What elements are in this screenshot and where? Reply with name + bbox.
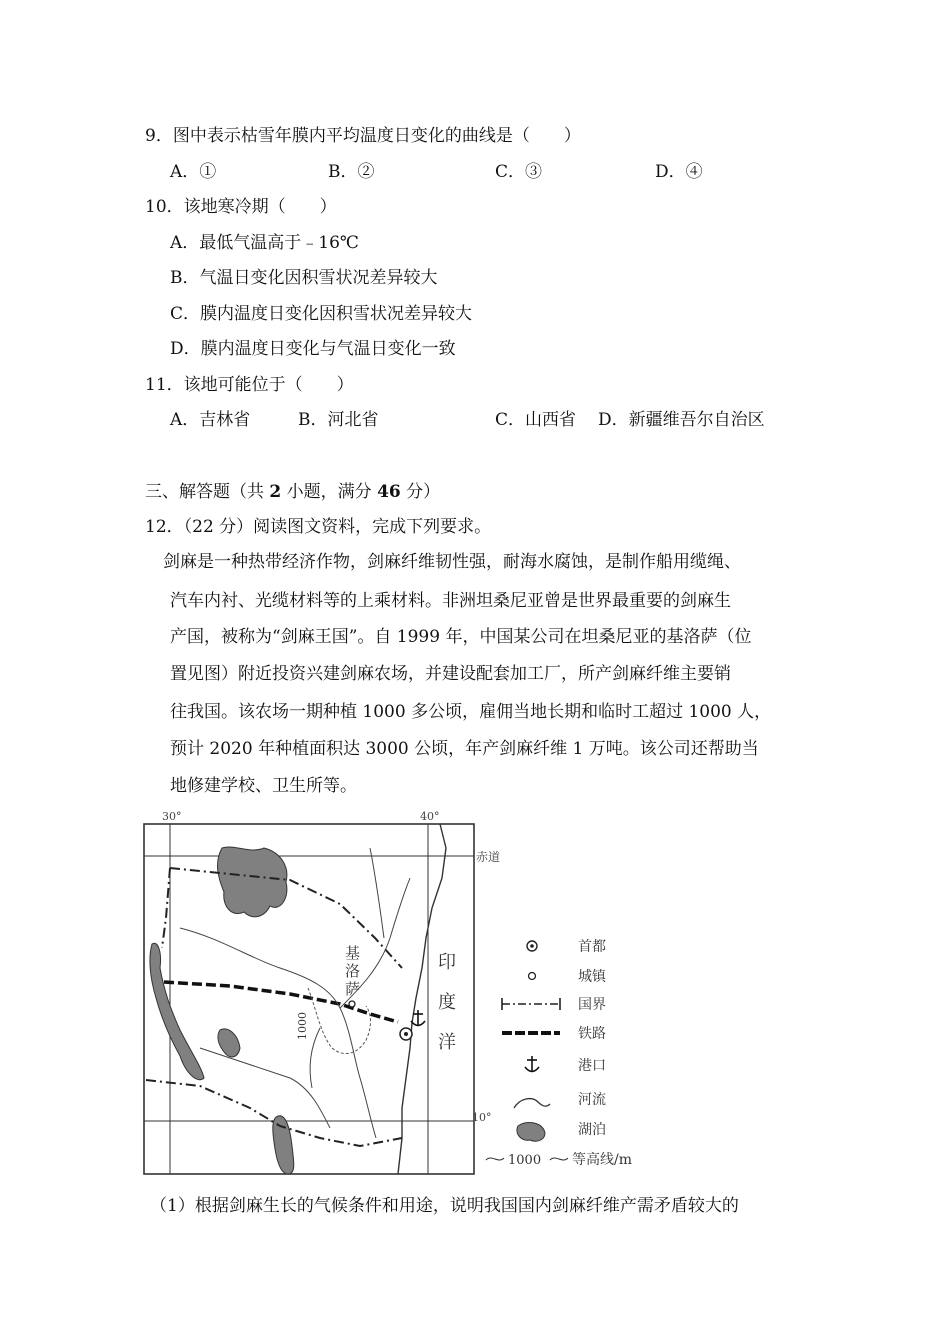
q12-paragraph-line-3: 产国，被称为“剑麻王国”。自 1999 年，中国某公司在坦桑尼亚的基洛萨（位 (170, 627, 752, 647)
q12-sub1: （1）根据剑麻生长的气候条件和用途，说明我国国内剑麻纤维产需矛盾较大的 (150, 1196, 739, 1216)
equator-label: 赤道 (476, 850, 501, 864)
capital-icon-dot (530, 944, 534, 948)
legend-railway-label: 铁路 (578, 1026, 606, 1042)
legend-border-label: 国界 (578, 997, 606, 1013)
q12-paragraph-line-7: 地修建学校、卫生所等。 (170, 776, 357, 796)
q9-option-d: D．④ (655, 162, 703, 182)
q12-stem: 12．（22 分）阅读图文资料，完成下列要求。 (145, 517, 492, 537)
river-4 (310, 1028, 320, 1088)
q9-option-b: B．② (328, 162, 375, 182)
legend-capital-label: 首都 (578, 939, 606, 955)
tanzania-map-figure (140, 808, 660, 1180)
section-heading (145, 480, 440, 504)
q10-option-d: D．膜内温度日变化与气温日变化一致 (170, 339, 456, 359)
capital-dot (404, 1032, 408, 1036)
port-icon (525, 1056, 539, 1072)
q11-option-a: A．吉林省 (170, 410, 251, 430)
river-icon (514, 1099, 550, 1108)
section-total-score: 46 (377, 482, 401, 502)
kilosa-label-char-3: 萨 (345, 980, 361, 998)
q12-paragraph-line-5: 往我国。该农场一期种植 1000 多公顷，雇佣当地长期和临时工超过 1000 人， (170, 702, 772, 722)
section-question-count: 2 (269, 482, 282, 502)
q12-paragraph-line-4: 置见图）附近投资兴建剑麻农场，并建设配套加工厂，所产剑麻纤维主要销 (170, 664, 731, 684)
river-5 (370, 848, 384, 938)
q12-paragraph-line-1: 剑麻是一种热带经济作物，剑麻纤维韧性强，耐海水腐蚀，是制作船用缆绳、 (163, 552, 741, 572)
border-icon (502, 998, 560, 1010)
lake-icon (517, 1123, 545, 1142)
contour-legend-icon (486, 1158, 504, 1160)
section-heading-prefix: 三、解答题（共 (145, 482, 270, 502)
legend-contour-value: 1000 (508, 1153, 542, 1168)
q12-paragraph-line-6: 预计 2020 年种植面积达 3000 公顷，年产剑麻纤维 1 万吨。该公司还帮助当 (170, 739, 759, 759)
town-icon (529, 973, 536, 980)
lake-victoria (218, 847, 287, 917)
q9-stem: 9．图中表示枯雪年膜内平均温度日变化的曲线是（ ） (145, 126, 581, 146)
kilosa-label-char-2: 洛 (345, 962, 361, 980)
lon-left-label: 30° (162, 810, 182, 823)
lake-nyasa (273, 1116, 294, 1174)
q9-option-c: C．③ (495, 162, 543, 182)
border-west (162, 868, 170, 948)
q9-option-a: A．① (170, 162, 217, 182)
legend-port-label: 港口 (578, 1058, 606, 1074)
q11-option-c: C．山西省 (495, 410, 577, 430)
contour-legend-icon-2 (550, 1158, 568, 1160)
kilosa-town-icon (349, 1001, 355, 1007)
ocean-label-char-1: 印 (438, 952, 456, 973)
lake-rukwa (218, 1029, 240, 1057)
map-legend (486, 939, 632, 1168)
section-heading-suffix: 分） (400, 482, 441, 502)
contour-label: 1000 (296, 1012, 309, 1040)
ocean-label-char-2: 度 (438, 992, 456, 1013)
ocean-label-char-3: 洋 (438, 1032, 456, 1053)
section-heading-middle: 小题，满分 (281, 482, 378, 502)
q11-option-b: B．河北省 (298, 410, 379, 430)
q11-stem: 11．该地可能位于（ ） (145, 375, 354, 395)
q10-stem: 10．该地寒冷期（ ） (145, 197, 337, 217)
legend-town-label: 城镇 (578, 969, 606, 985)
lon-right-label: 40° (420, 810, 440, 823)
legend-lake-label: 湖泊 (578, 1122, 606, 1138)
lake-tanganyika (150, 943, 204, 1080)
railway-line (164, 982, 398, 1022)
q10-option-b: B．气温日变化因积雪状况差异较大 (170, 268, 438, 288)
q12-paragraph-line-2: 汽车内衬、光缆材料等的上乘材料。非洲坦桑尼亚曾是世界最重要的剑麻生 (170, 591, 731, 611)
q10-option-c: C．膜内温度日变化因积雪状况差异较大 (170, 304, 473, 324)
kilosa-label-char-1: 基 (345, 944, 361, 962)
legend-river-label: 河流 (578, 1092, 606, 1108)
legend-contour-label: 等高线/m (572, 1152, 632, 1168)
q11-option-d: D．新疆维吾尔自治区 (598, 410, 765, 430)
q10-option-a: A．最低气温高于﹣16℃ (170, 233, 359, 253)
lat-bottom-label: 10° (472, 1111, 492, 1124)
